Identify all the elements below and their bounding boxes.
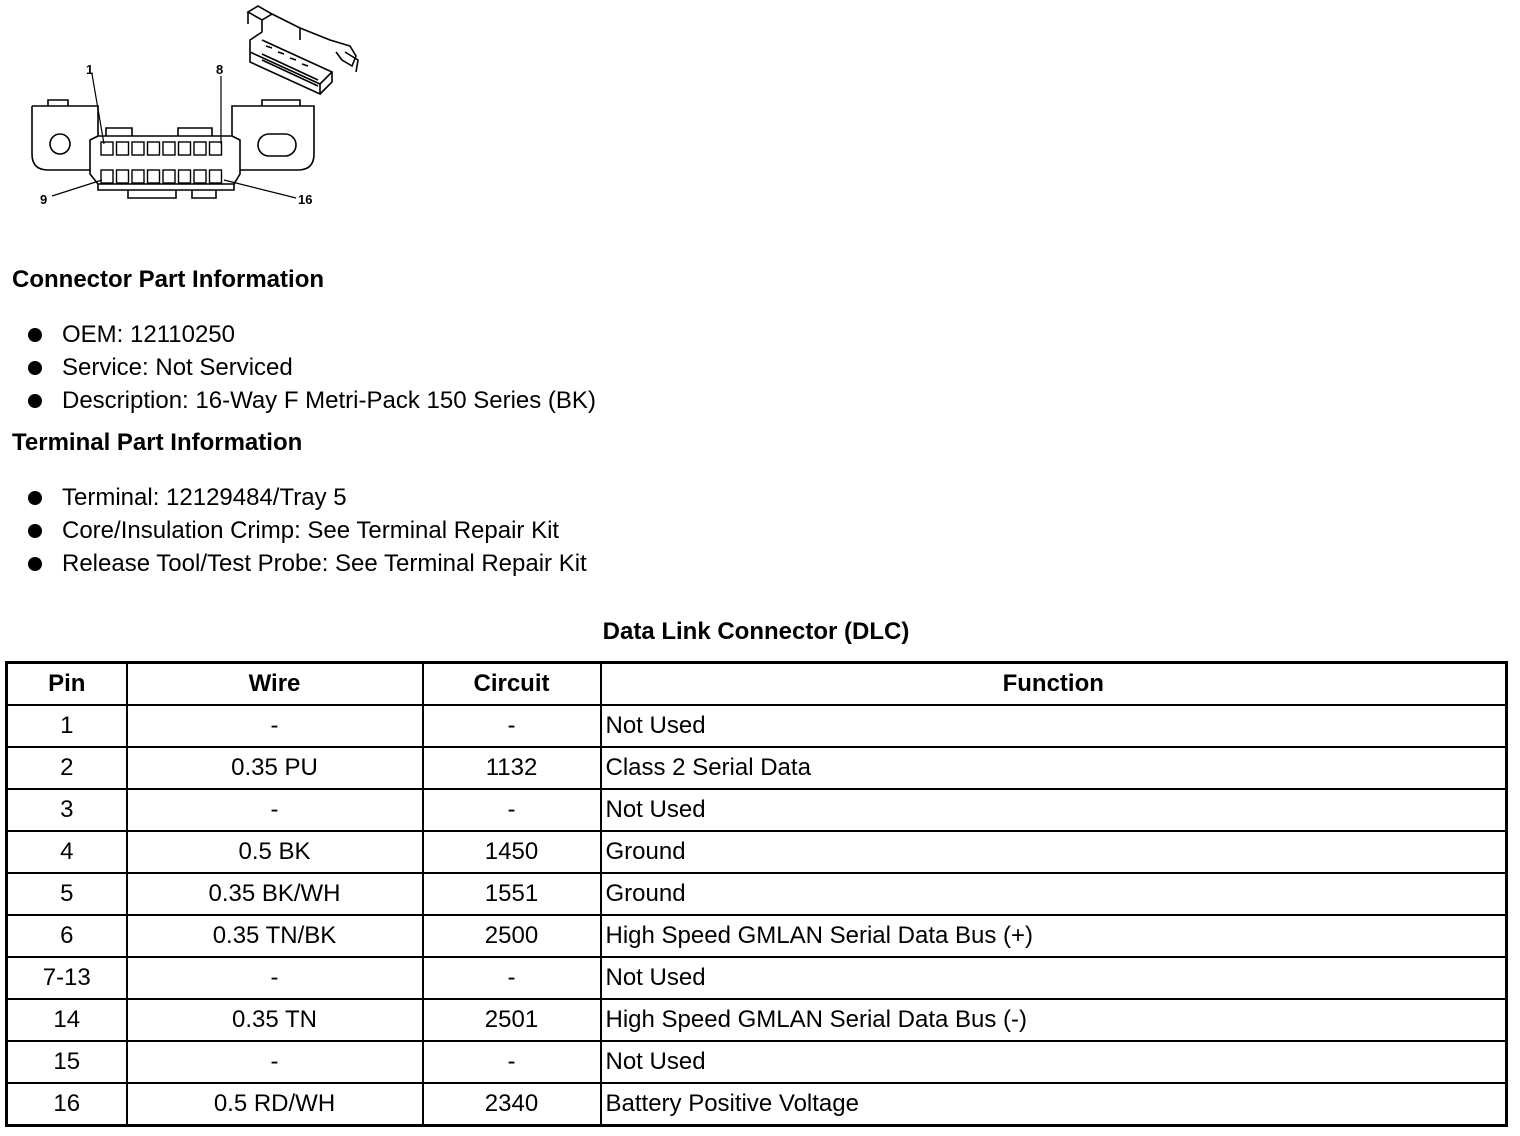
cell-wire: -	[127, 957, 423, 999]
pin-label-9: 9	[40, 192, 48, 207]
pin-label-1: 1	[86, 62, 94, 77]
pin-cavity	[117, 170, 129, 183]
list-item-text: Description: 16-Way F Metri-Pack 150 Series (BK)	[62, 387, 596, 414]
cell-circuit: -	[423, 705, 601, 747]
pin-cavity	[163, 142, 175, 155]
bullet-icon	[28, 328, 42, 342]
pin-label-16: 16	[298, 192, 313, 207]
cell-pin: 5	[7, 873, 127, 915]
table-row	[7, 789, 1507, 831]
table-title: Data Link Connector (DLC)	[602, 618, 910, 645]
cell-pin: 14	[7, 999, 127, 1041]
pin-cavity	[148, 170, 160, 183]
cell-circuit: 2500	[423, 915, 601, 957]
pin-label-8: 8	[216, 62, 224, 77]
cell-wire: 0.5 RD/WH	[127, 1083, 423, 1126]
pin-cavity	[132, 170, 144, 183]
cell-pin: 16	[7, 1083, 127, 1126]
cell-wire: -	[127, 1041, 423, 1083]
cell-wire: -	[127, 705, 423, 747]
cell-wire: 0.35 BK/WH	[127, 873, 423, 915]
header-wire: Wire	[127, 663, 423, 706]
cell-circuit: 2340	[423, 1083, 601, 1126]
cell-circuit: 1551	[423, 873, 601, 915]
bullet-icon	[28, 394, 42, 408]
connector-part-heading: Connector Part Information	[12, 266, 325, 293]
cell-function: Ground	[601, 873, 1507, 915]
cell-circuit: 1132	[423, 747, 601, 789]
pin-cavity	[148, 142, 160, 155]
terminal-part-list	[26, 481, 587, 580]
table-row	[7, 831, 1507, 873]
list-item-text: Core/Insulation Crimp: See Terminal Repair Kit	[62, 517, 560, 544]
connector-3d-icon	[248, 6, 358, 94]
bullet-icon	[28, 557, 42, 571]
connector-diagram	[0, 0, 380, 215]
cell-pin: 15	[7, 1041, 127, 1083]
pin-cavity	[194, 142, 206, 155]
list-item-text: Service: Not Serviced	[62, 354, 293, 381]
cell-function: Not Used	[601, 705, 1507, 747]
cell-function: Not Used	[601, 957, 1507, 999]
terminal-part-heading: Terminal Part Information	[12, 429, 303, 456]
cell-function: Not Used	[601, 1041, 1507, 1083]
cell-function: Not Used	[601, 789, 1507, 831]
list-item	[26, 384, 596, 417]
cell-pin: 2	[7, 747, 127, 789]
table-row	[7, 747, 1507, 789]
list-item	[26, 514, 587, 547]
table-row	[7, 1041, 1507, 1083]
cell-pin: 7-13	[7, 957, 127, 999]
cell-wire: -	[127, 789, 423, 831]
table-header-row	[7, 663, 1507, 706]
pin-cavity	[163, 170, 175, 183]
bullet-icon	[28, 361, 42, 375]
cell-circuit: -	[423, 1041, 601, 1083]
pin-cavities	[101, 142, 222, 183]
cell-circuit: 2501	[423, 999, 601, 1041]
pin-cavity	[210, 142, 222, 155]
bullet-icon	[28, 524, 42, 538]
cell-wire: 0.35 TN/BK	[127, 915, 423, 957]
cell-function: Ground	[601, 831, 1507, 873]
table-row	[7, 915, 1507, 957]
cell-pin: 1	[7, 705, 127, 747]
cell-function: High Speed GMLAN Serial Data Bus (-)	[601, 999, 1507, 1041]
table-row	[7, 873, 1507, 915]
list-item	[26, 318, 596, 351]
table-row	[7, 957, 1507, 999]
pin-cavity	[194, 170, 206, 183]
cell-circuit: -	[423, 789, 601, 831]
table-row	[7, 1083, 1507, 1126]
pin-cavity	[179, 170, 191, 183]
cell-circuit: 1450	[423, 831, 601, 873]
cell-wire: 0.5 BK	[127, 831, 423, 873]
list-item-text: Release Tool/Test Probe: See Terminal Repair Kit	[62, 550, 587, 577]
table-row	[7, 999, 1507, 1041]
cell-wire: 0.35 PU	[127, 747, 423, 789]
connector-part-list	[26, 318, 596, 417]
bullet-icon	[28, 491, 42, 505]
pin-cavity	[117, 142, 129, 155]
header-circuit: Circuit	[423, 663, 601, 706]
cell-function: Class 2 Serial Data	[601, 747, 1507, 789]
list-item	[26, 351, 596, 384]
cell-pin: 4	[7, 831, 127, 873]
header-pin: Pin	[7, 663, 127, 706]
cell-function: Battery Positive Voltage	[601, 1083, 1507, 1126]
list-item-text: Terminal: 12129484/Tray 5	[62, 484, 347, 511]
cell-circuit: -	[423, 957, 601, 999]
cell-pin: 6	[7, 915, 127, 957]
list-item	[26, 547, 587, 580]
pinout-table	[5, 661, 1508, 1127]
pin-cavity	[179, 142, 191, 155]
cell-wire: 0.35 TN	[127, 999, 423, 1041]
pin-cavity	[101, 170, 113, 183]
list-item	[26, 481, 587, 514]
pin-cavity	[210, 170, 222, 183]
cell-function: High Speed GMLAN Serial Data Bus (+)	[601, 915, 1507, 957]
cell-pin: 3	[7, 789, 127, 831]
header-function: Function	[601, 663, 1507, 706]
pin-cavity	[101, 142, 113, 155]
list-item-text: OEM: 12110250	[62, 321, 236, 348]
table-row	[7, 705, 1507, 747]
pin-cavity	[132, 142, 144, 155]
